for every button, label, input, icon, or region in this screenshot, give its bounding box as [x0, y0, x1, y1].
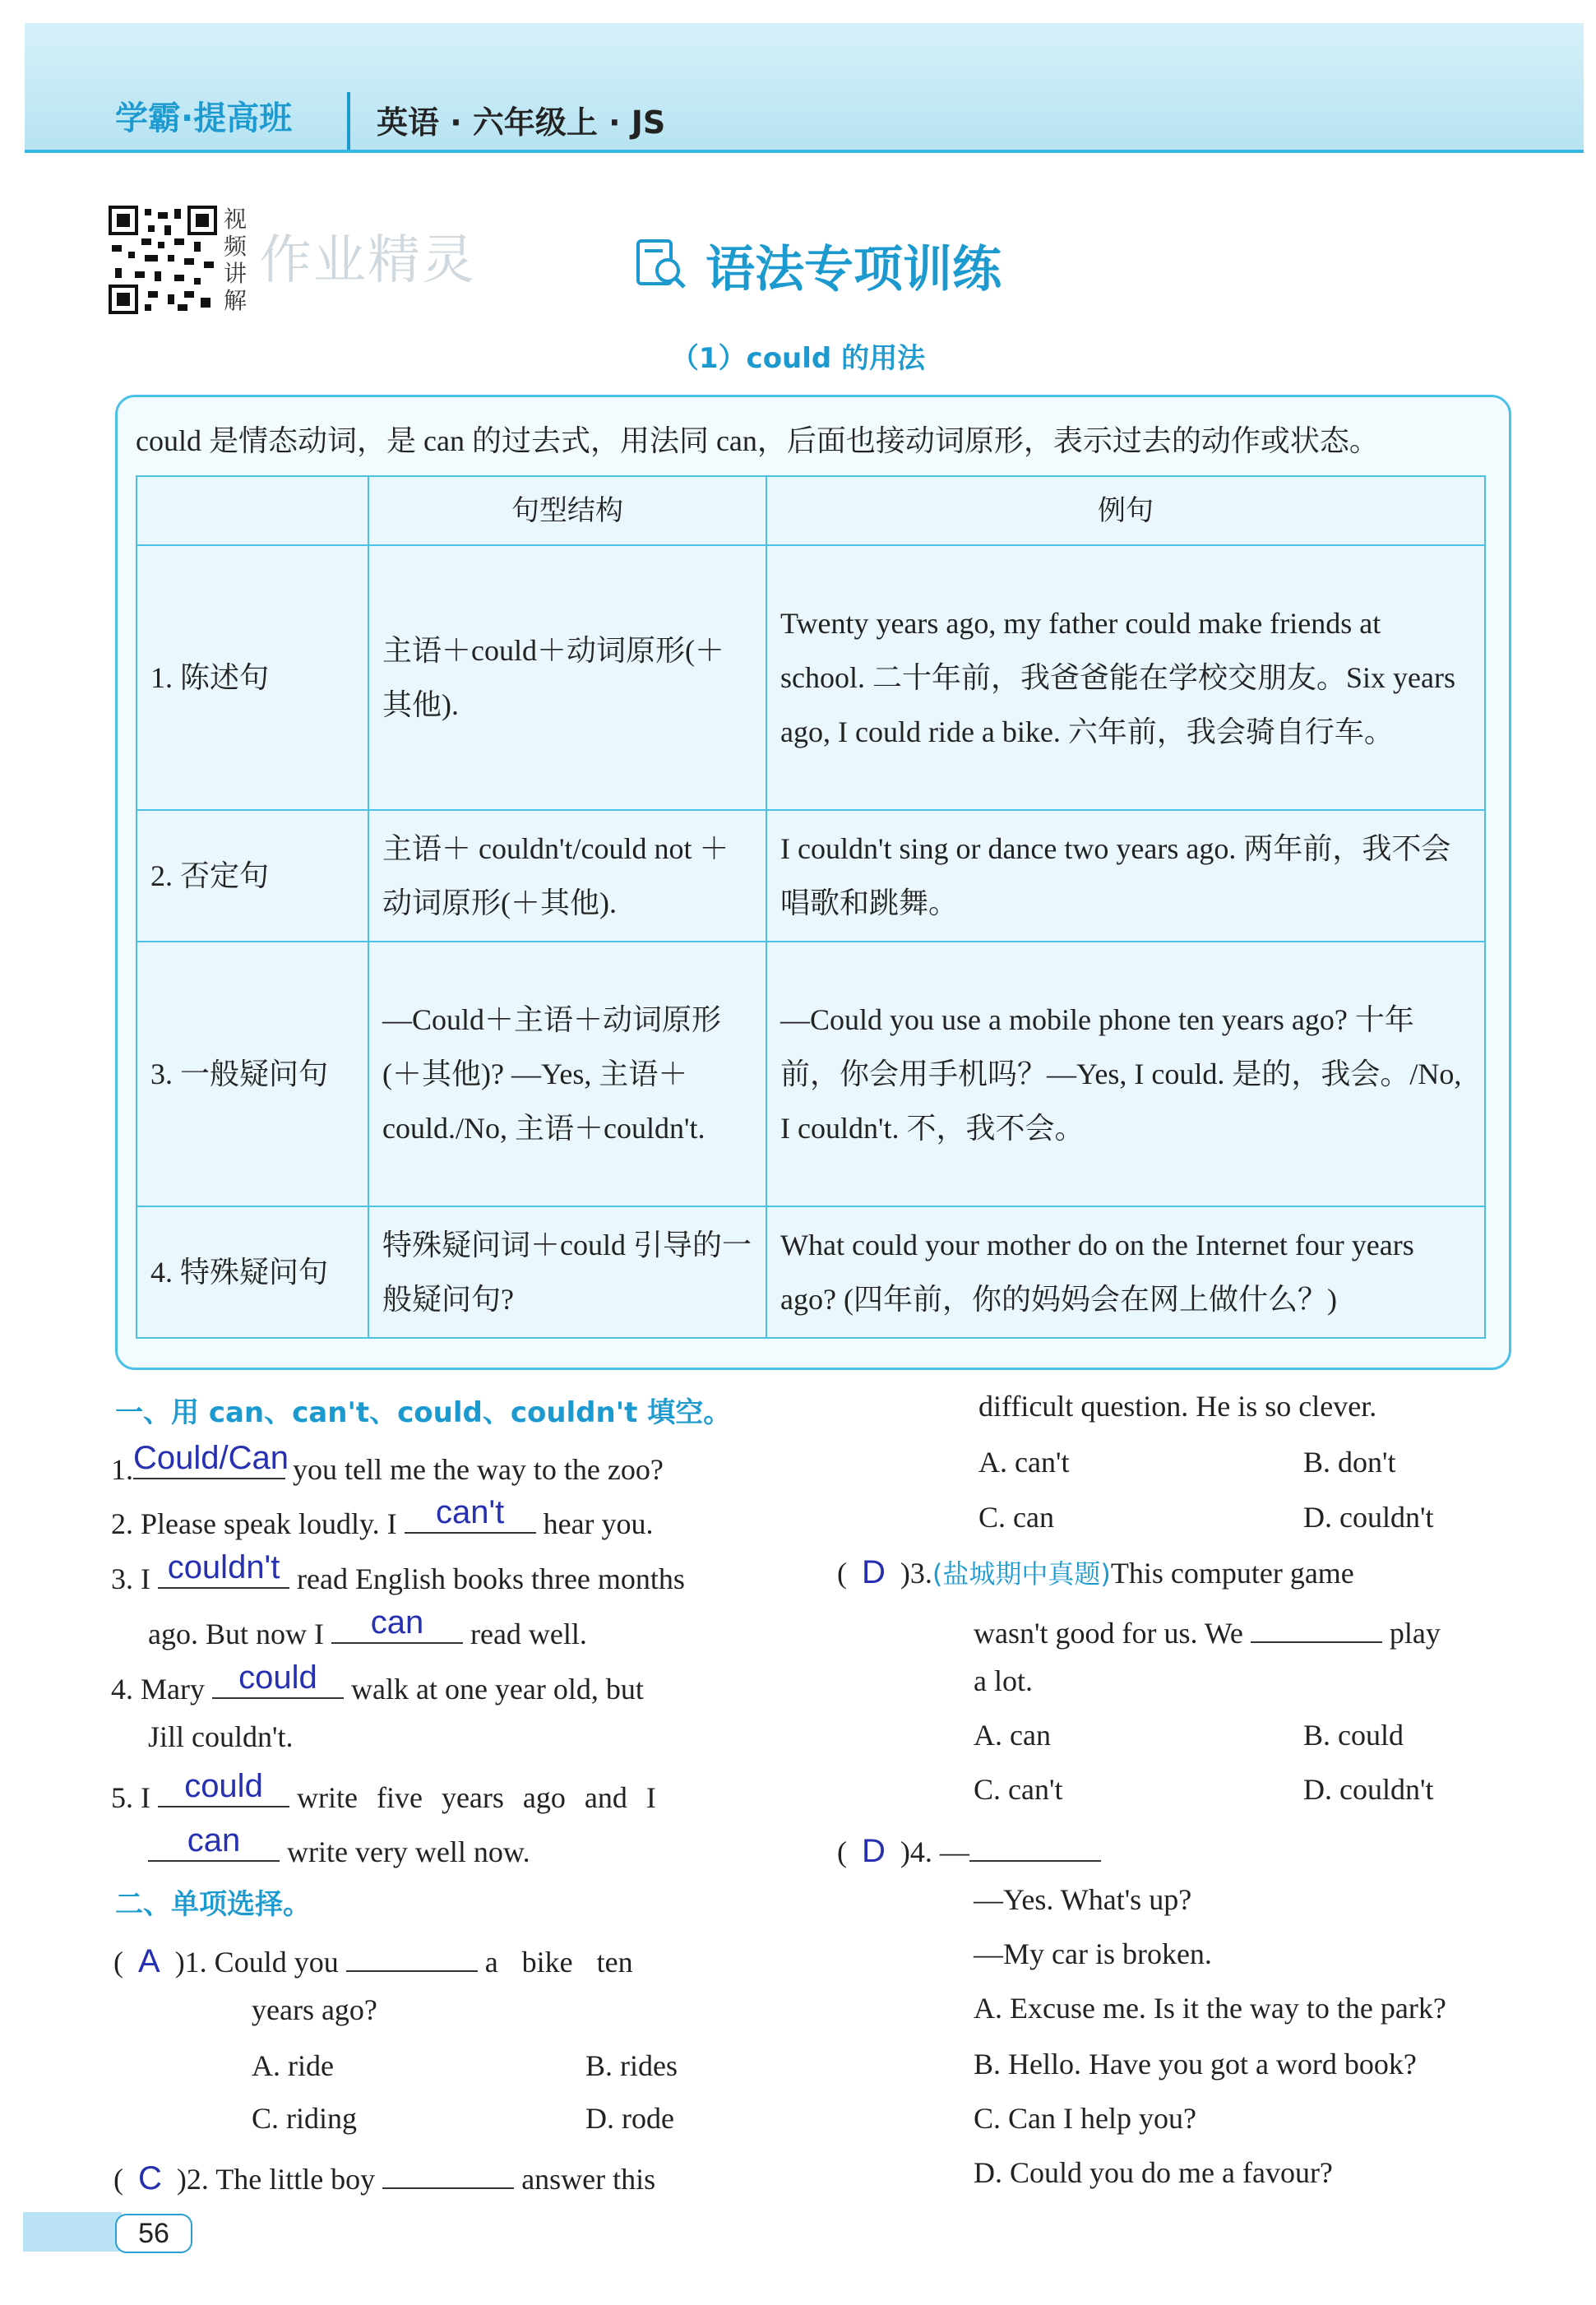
option[interactable]: A. can — [974, 1719, 1051, 1752]
q-text: 5. I — [111, 1781, 150, 1814]
q-text: )1. Could you — [174, 1946, 339, 1979]
part1-q3-line2 — [148, 1604, 587, 1652]
q-text: 2. Please speak loudly. I — [111, 1507, 397, 1540]
watermark: 作业精灵 — [259, 230, 476, 291]
q-text: play — [1389, 1617, 1441, 1650]
answer-blank[interactable] — [331, 1604, 463, 1644]
q-text: answer this — [521, 2163, 656, 2196]
header-blank — [136, 476, 368, 545]
q-text: ago. But now I — [148, 1618, 324, 1650]
table-row — [136, 1206, 1485, 1338]
option[interactable]: B. could — [1303, 1719, 1404, 1752]
part1-q2 — [111, 1494, 654, 1542]
q-text: )4. — — [900, 1835, 969, 1868]
grammar-table — [136, 475, 1486, 1339]
structure: —Could＋主语＋动词原形(＋其他)? —Yes, 主语＋could./No, 主语＋couldn't. — [368, 942, 766, 1206]
answer-blank[interactable] — [382, 2155, 514, 2189]
q-text: read English books three months — [297, 1562, 685, 1595]
part1-q4 — [111, 1659, 644, 1707]
q-text: you tell me the way to the zoo? — [293, 1453, 664, 1486]
part2-q3-line2 — [974, 1608, 1441, 1651]
filled-answer: can't — [435, 1494, 505, 1530]
book-info: 英语 · 六年级上 · JS — [377, 104, 666, 141]
q-text: hear you. — [543, 1507, 654, 1540]
option[interactable]: B. rides — [585, 2049, 678, 2082]
qr-code[interactable] — [109, 206, 217, 314]
part1-q5-line2 — [148, 1822, 530, 1870]
answer-blank[interactable] — [405, 1494, 536, 1534]
answer-blank[interactable] — [133, 1440, 289, 1479]
option[interactable]: C. riding — [252, 2102, 358, 2135]
q-text: )3. — [900, 1557, 932, 1590]
option[interactable]: D. rode — [585, 2102, 674, 2135]
part2-q3: ( D )3.(盐城期中真题)This computer game — [837, 1554, 1354, 1590]
header-rule — [25, 150, 1584, 153]
sentence-type: 2. 否定句 — [136, 810, 368, 942]
option[interactable]: D. Could you do me a favour? — [974, 2156, 1333, 2189]
page-number: 56 — [115, 2214, 192, 2253]
structure: 主语＋could＋动词原形(＋其他). — [368, 545, 766, 810]
choice-answer: D — [862, 1833, 886, 1869]
part1-q1 — [111, 1440, 664, 1488]
filled-answer: couldn't — [167, 1549, 280, 1585]
part1-q5 — [111, 1768, 656, 1816]
part1-q3 — [111, 1549, 685, 1597]
header-divider — [347, 92, 350, 150]
example: Twenty years ago, my father could make friends at school. 二十年前，我爸爸能在学校交朋友。Six years ago, I could ride a bike. 六年前，我会骑自行车。 — [766, 545, 1485, 810]
option[interactable]: C. Can I help you? — [974, 2102, 1196, 2135]
page-tab — [23, 2212, 122, 2252]
part2-q1-line2: years ago? — [252, 1993, 377, 2026]
choice-answer: D — [862, 1554, 886, 1590]
filled-answer: could — [238, 1659, 317, 1696]
q-text: read well. — [470, 1618, 587, 1650]
part2-q4: ( D )4. — — [837, 1827, 1101, 1870]
part2-q3-line3: a lot. — [974, 1664, 1033, 1697]
qr-caption: 视频讲解 — [224, 206, 247, 314]
q-text: 3. I — [111, 1562, 150, 1595]
magnifier-document-icon — [633, 236, 689, 296]
sentence-type: 1. 陈述句 — [136, 545, 368, 810]
choice-answer: C — [138, 2160, 162, 2196]
q-text: wasn't good for us. We — [974, 1617, 1243, 1650]
table-header-row — [136, 476, 1485, 545]
example: —Could you use a mobile phone ten years ago? 十年前，你会用手机吗？—Yes, I could. 是的，我会。/No, I couldn't. 不，我不会。 — [766, 942, 1485, 1206]
part1-q4-line2: Jill couldn't. — [148, 1720, 294, 1753]
option[interactable]: A. ride — [252, 2049, 334, 2082]
header-example: 例句 — [766, 476, 1485, 545]
q-text: 4. Mary — [111, 1673, 205, 1706]
filled-answer: Could/Can — [133, 1440, 289, 1476]
answer-blank[interactable] — [969, 1827, 1101, 1862]
section-title-wrap — [633, 230, 1002, 301]
q-text: )2. The little boy — [176, 2163, 376, 2196]
option[interactable]: B. don't — [1303, 1446, 1396, 1479]
answer-blank[interactable] — [158, 1549, 289, 1589]
option[interactable]: C. can — [978, 1501, 1054, 1534]
sub-title: （1）could 的用法 — [670, 342, 926, 375]
option[interactable]: A. Excuse me. Is it the way to the park? — [974, 1992, 1446, 2025]
answer-blank[interactable] — [346, 1937, 478, 1972]
filled-answer: can — [187, 1822, 241, 1858]
dialogue-line: —My car is broken. — [974, 1937, 1212, 1970]
option[interactable]: D. couldn't — [1303, 1773, 1434, 1806]
sentence-type: 4. 特殊疑问句 — [136, 1206, 368, 1338]
example: What could your mother do on the Internet four years ago? (四年前，你的妈妈会在网上做什么？) — [766, 1206, 1485, 1338]
answer-blank[interactable] — [148, 1822, 280, 1862]
answer-blank[interactable] — [212, 1659, 344, 1699]
intro-text: could 是情态动词，是 can 的过去式，用法同 can，后面也接动词原形，表示过去的动作或状态。 — [136, 424, 1379, 457]
section-title: 语法专项训练 — [705, 241, 1002, 299]
part2-q1: ( A )1. Could you a bike ten — [113, 1937, 633, 1980]
answer-blank[interactable] — [1251, 1608, 1382, 1643]
option[interactable]: B. Hello. Have you got a word book? — [974, 2048, 1417, 2081]
header-structure: 句型结构 — [368, 476, 766, 545]
choice-answer: A — [138, 1943, 160, 1979]
part2-q2-line2: difficult question. He is so clever. — [978, 1390, 1377, 1423]
example: I couldn't sing or dance two years ago. 两年前，我不会唱歌和跳舞。 — [766, 810, 1485, 942]
q-text: write very well now. — [287, 1835, 530, 1868]
q-number: 1. — [111, 1453, 133, 1486]
part2-q2: ( C )2. The little boy answer this — [113, 2155, 655, 2197]
q-text: walk at one year old, but — [350, 1673, 644, 1706]
option[interactable]: D. couldn't — [1303, 1501, 1434, 1534]
filled-answer: could — [184, 1768, 263, 1804]
q-text: write five years ago and I — [297, 1781, 656, 1814]
series-title: 学霸·提高班 — [115, 100, 293, 137]
dialogue-line: —Yes. What's up? — [974, 1883, 1192, 1916]
q-text: This computer game — [1110, 1557, 1354, 1590]
filled-answer: can — [370, 1604, 424, 1641]
option[interactable]: A. can't — [978, 1446, 1070, 1479]
structure: 主语＋ couldn't/could not ＋动词原形(＋其他). — [368, 810, 766, 942]
sentence-type: 3. 一般疑问句 — [136, 942, 368, 1206]
table-row — [136, 545, 1485, 810]
source-tag: (盐城期中真题) — [932, 1558, 1111, 1590]
table-row — [136, 810, 1485, 942]
table-row — [136, 942, 1485, 1206]
option[interactable]: C. can't — [974, 1773, 1063, 1806]
part2-heading: 二、单项选择。 — [115, 1888, 311, 1921]
structure: 特殊疑问词＋could 引导的一般疑问句? — [368, 1206, 766, 1338]
part1-heading: 一、用 can、can't、could、couldn't 填空。 — [115, 1396, 732, 1429]
q-text: a bike ten — [484, 1946, 633, 1979]
answer-blank[interactable] — [158, 1768, 289, 1807]
